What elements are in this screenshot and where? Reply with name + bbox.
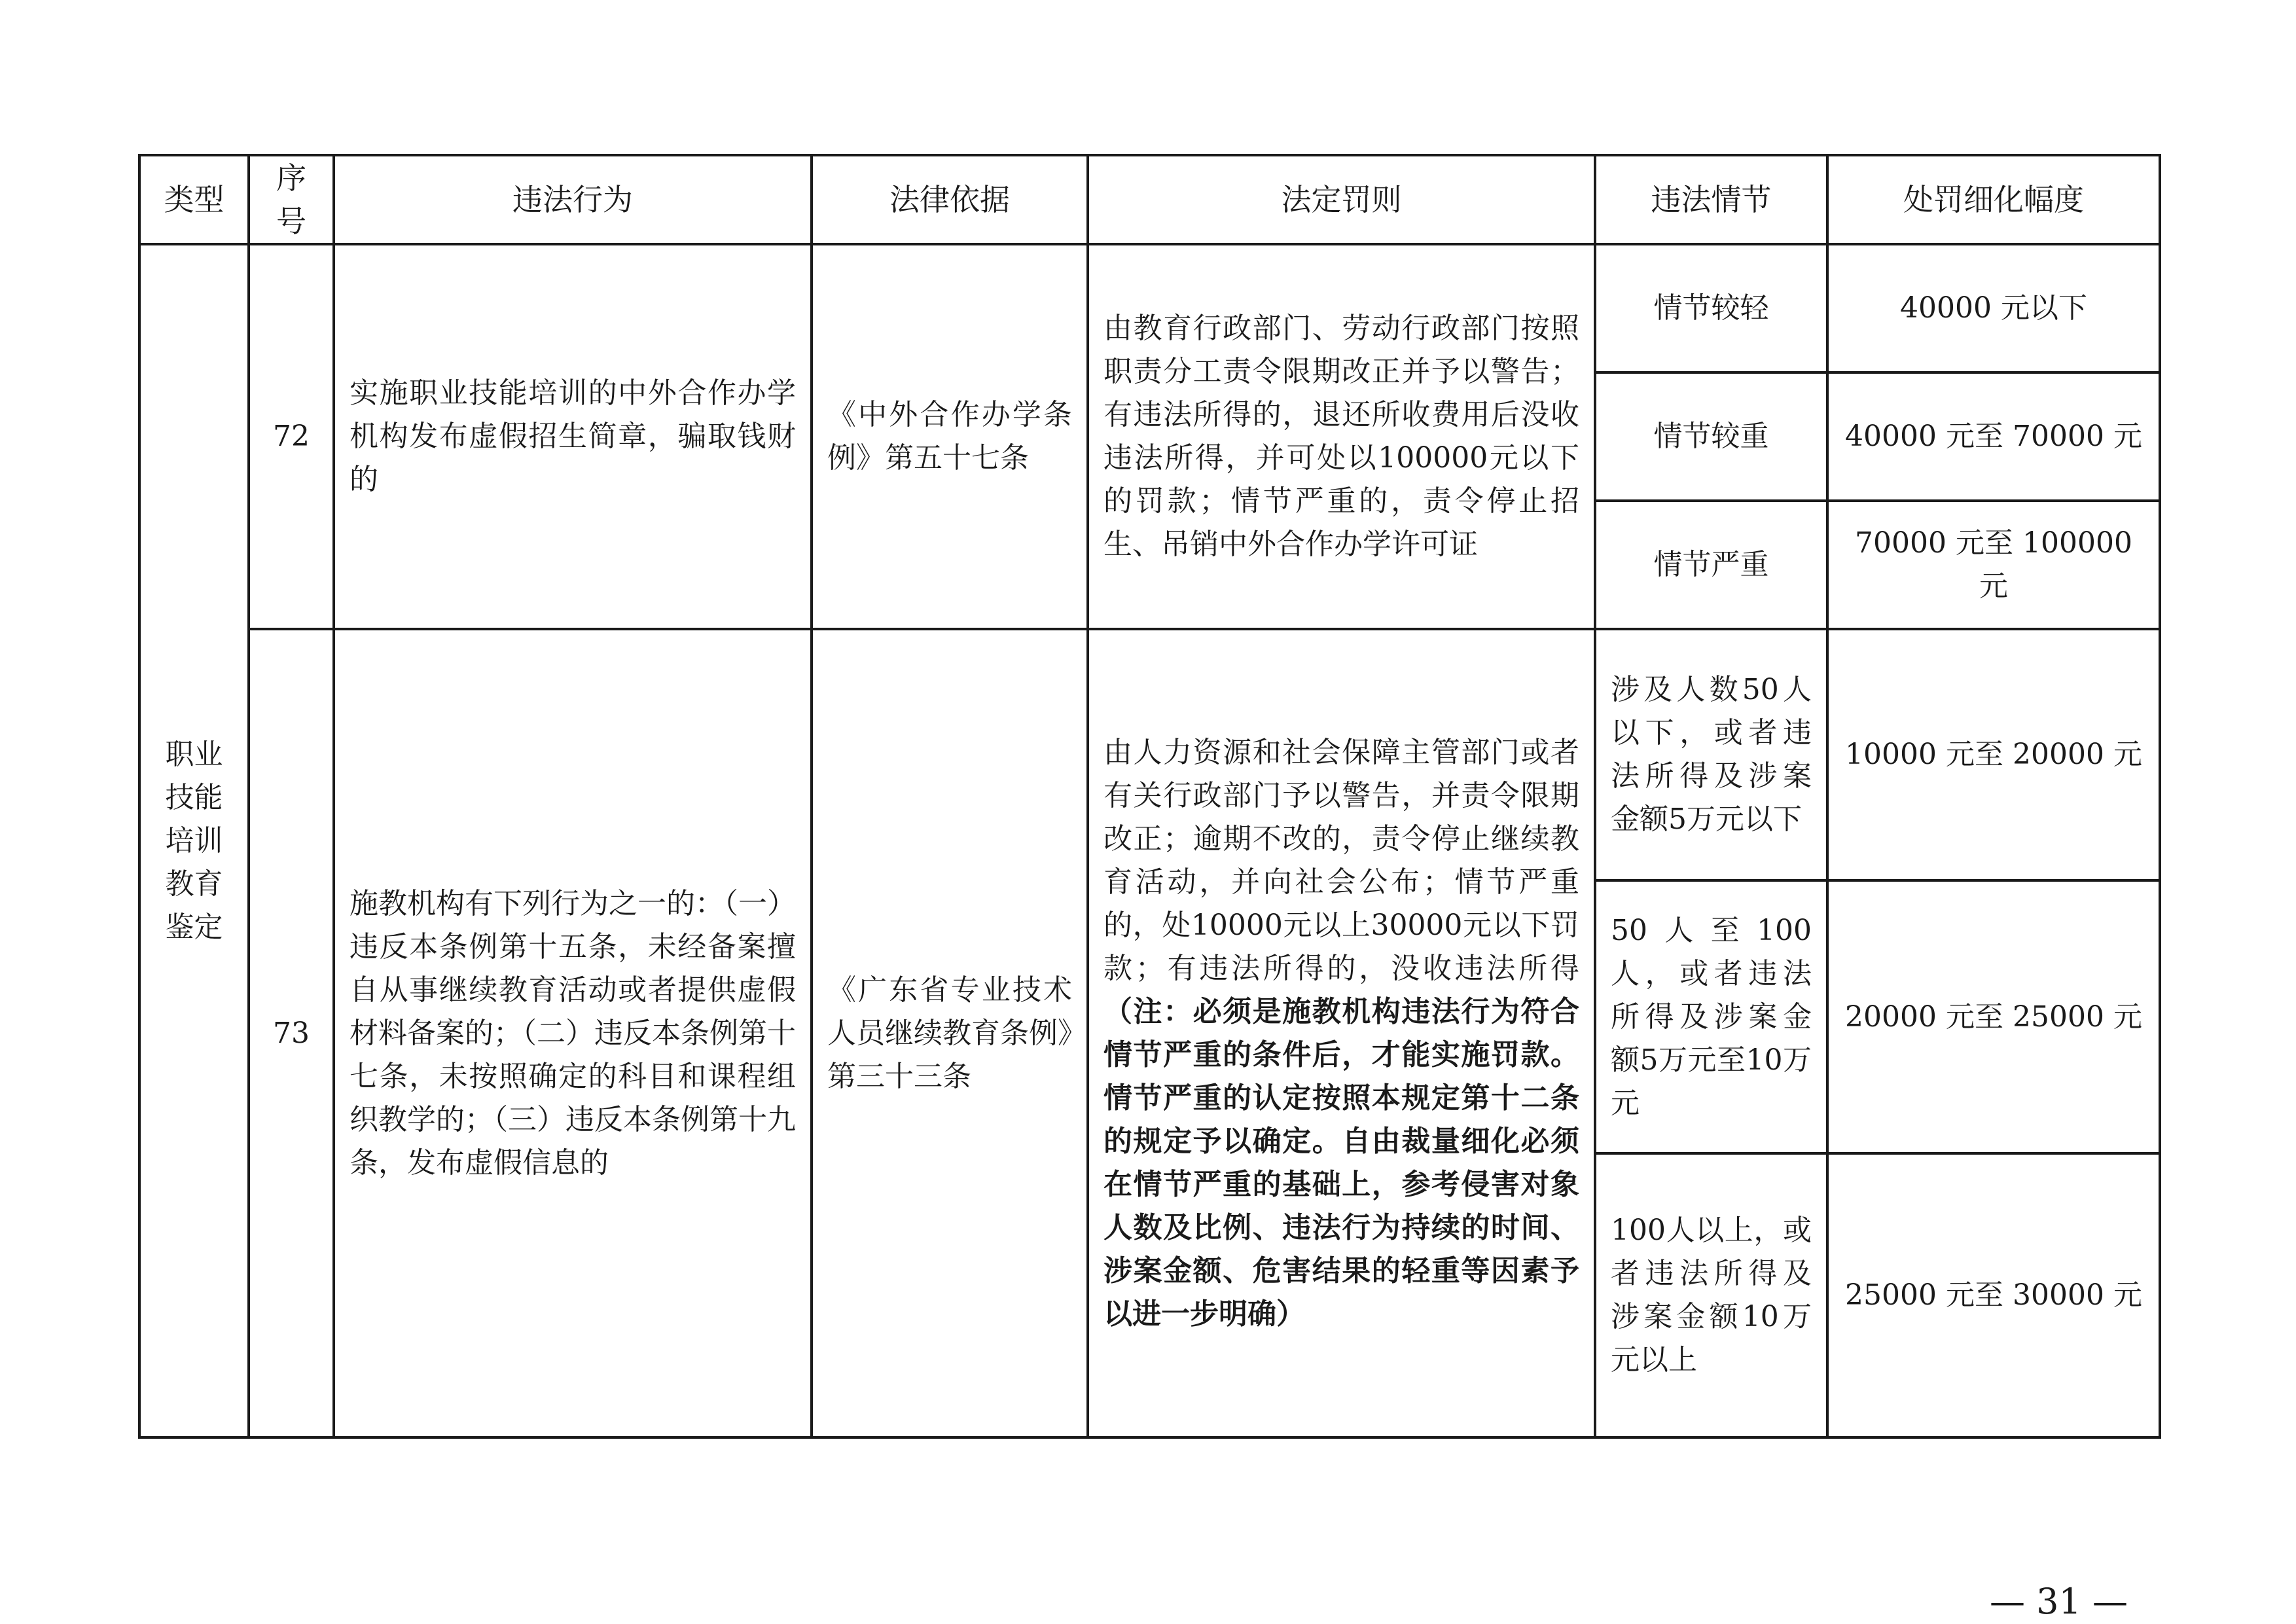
header-act: 违法行为: [334, 155, 812, 244]
circ-cell: 情节较重: [1595, 372, 1827, 501]
circ-cell: 涉及人数50人以下，或者违法所得及涉案金额5万元以下: [1595, 629, 1827, 880]
penalty-cell: [1088, 629, 1595, 1437]
circ-cell: 100人以上，或者违法所得及涉案金额10万元以上: [1595, 1153, 1827, 1437]
range-cell: 10000 元至 20000 元: [1827, 629, 2160, 880]
header-type: 类型: [139, 155, 249, 244]
penalty-cell: 由教育行政部门、劳动行政部门按照职责分工责令限期改正并予以警告；有违法所得的，退还所收费用后没收违法所得，并可处以100000元以下的罚款；情节严重的，责令停止招生、吊销中外合作办学许可证: [1088, 244, 1595, 629]
header-basis: 法律依据: [812, 155, 1088, 244]
penalty-text: 由人力资源和社会保障主管部门或者有关行政部门予以警告，并责令限期改正；逾期不改的，责令停止继续教育活动，并向社会公布；情节严重的，处10000元以上30000元以下罚款；有违法所得的，没收违法所得: [1103, 735, 1579, 985]
table-row: [139, 629, 2160, 880]
range-cell: 25000 元至 30000 元: [1827, 1153, 2160, 1437]
act-cell: 施教机构有下列行为之一的：（一）违反本条例第十五条，未经备案擅自从事继续教育活动或者提供虚假材料备案的；（二）违反本条例第十七条，未按照确定的科目和课程组织教学的；（三）违反本条例第十九条，发布虚假信息的: [334, 629, 812, 1437]
basis-cell: 《中外合作办学条例》第五十七条: [812, 244, 1088, 629]
header-seq: 序号: [249, 155, 334, 244]
header-circ: 违法情节: [1595, 155, 1827, 244]
range-cell: 20000 元至 25000 元: [1827, 880, 2160, 1153]
range-cell: 40000 元至 70000 元: [1827, 372, 2160, 501]
table-row: [139, 244, 2160, 372]
category-cell: 职业技能培训教育鉴定: [139, 244, 249, 1437]
act-cell: 实施职业技能培训的中外合作办学机构发布虚假招生简章，骗取钱财的: [334, 244, 812, 629]
page-number: — 31 —: [1990, 1581, 2128, 1622]
penalty-table: [138, 154, 2161, 1439]
range-cell: 40000 元以下: [1827, 244, 2160, 372]
penalty-note: （注：必须是施教机构违法行为符合情节严重的条件后，才能实施罚款。情节严重的认定按照本规定第十二条的规定予以确定。自由裁量细化必须在情节严重的基础上，参考侵害对象人数及比例、违法行为持续的时间、涉案金额、危害结果的轻重等因素予以进一步明确）: [1103, 994, 1579, 1331]
seq-cell: 73: [249, 629, 334, 1437]
header-row: [139, 155, 2160, 244]
header-penalty: 法定罚则: [1088, 155, 1595, 244]
range-cell: 70000 元至 100000 元: [1827, 501, 2160, 629]
circ-cell: 50人至100人，或者违法所得及涉案金额5万元至10万元: [1595, 880, 1827, 1153]
seq-cell: 72: [249, 244, 334, 629]
basis-cell: 《广东省专业技术人员继续教育条例》第三十三条: [812, 629, 1088, 1437]
header-range: 处罚细化幅度: [1827, 155, 2160, 244]
circ-cell: 情节较轻: [1595, 244, 1827, 372]
circ-cell: 情节严重: [1595, 501, 1827, 629]
